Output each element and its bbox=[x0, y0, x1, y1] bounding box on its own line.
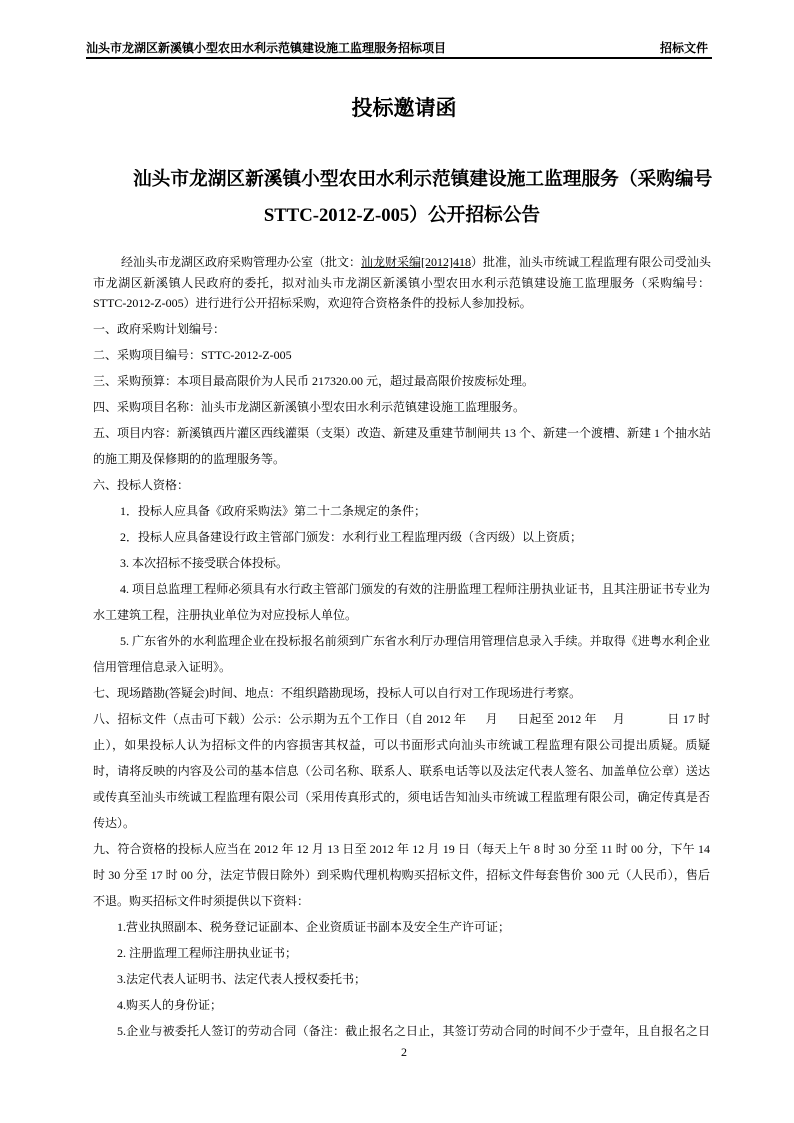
list-item: 5. 广东省外的水利监理企业在投标报名前须到广东省水利厅办理信用管理信息录入手续。并取得《进粤水利企业 bbox=[120, 634, 710, 648]
section-site-visit bbox=[93, 680, 710, 706]
section-line: 止），如果投标人认为招标文件的内容损害其权益，可以书面形式向汕头市统诚工程监理有限公司提出质疑。质疑 bbox=[93, 738, 710, 752]
section-tender-document-notice bbox=[93, 706, 710, 836]
header-project-name: 汕头市龙湖区新溪镇小型农田水利示范镇建设施工监理服务招标项目 bbox=[86, 41, 447, 55]
intro-line-2: 市龙湖区新溪镇人民政府的委托，拟对汕头市龙湖区新溪镇小型农田水利示范镇建设施工监理服务（采购编号： bbox=[93, 275, 710, 290]
list-item: 3. 本次招标不接受联合体投标。 bbox=[120, 556, 289, 570]
header-doc-type: 招标文件 bbox=[659, 41, 708, 55]
announcement-title-line-2: STTC-2012-Z-005）公开招标公告 bbox=[263, 205, 541, 226]
list-item-continuation: 信用管理信息录入证明》。 bbox=[93, 660, 232, 674]
section-budget bbox=[93, 368, 710, 394]
intro-line-1 bbox=[93, 252, 710, 273]
section-line: 时 30 分至 17 时 00 分，法定节假日除外）到采购代理机构购买招标文件，招标文件每套售价 300 元（人民币），售后 bbox=[93, 868, 710, 882]
section-bidder-qualifications bbox=[93, 472, 710, 680]
section-line: 四、采购项目名称：汕头市龙湖区新溪镇小型农田水利示范镇建设施工监理服务。 bbox=[93, 400, 526, 414]
section-line: 不退。购买招标文件时须提供以下资料： bbox=[93, 894, 310, 908]
list-item: 1.营业执照副本、税务登记证副本、企业资质证书副本及安全生产许可证； bbox=[117, 920, 511, 934]
section-line: 三、采购预算：本项目最高限价为人民币 217320.00 元，超过最高限价按废标处理。 bbox=[93, 374, 535, 388]
list-item: 4. 项目总监理工程师必须具有水行政主管部门颁发的有效的注册监理工程师注册执业证书，且其注册证书专业为 bbox=[120, 582, 710, 596]
section-line: 八、招标文件（点击可下载）公示：公示期为五个工作日（自 2012 年 月 日起至 2012 年 月 日 17 时 bbox=[93, 712, 710, 726]
section-project-no bbox=[93, 342, 710, 368]
intro-text: ）批准，汕头市统诚工程监理有限公司受汕头 bbox=[471, 255, 712, 269]
approval-number-link[interactable]: 汕龙财采编[2012]418 bbox=[361, 255, 472, 269]
list-item: 1．投标人应具备《政府采购法》第二十二条规定的条件； bbox=[120, 504, 427, 518]
header-rule bbox=[86, 57, 712, 59]
section-line: 七、现场踏勘(答疑会)时间、地点：不组织踏勘现场，投标人可以自行对工作现场进行考察。 bbox=[93, 686, 581, 700]
tender-sections bbox=[93, 316, 710, 1044]
section-project-content bbox=[93, 420, 710, 472]
document-title: 投标邀请函 bbox=[351, 96, 457, 120]
section-line: 或传真至汕头市统诚工程监理有限公司（采用传真形式的，须电话告知汕头市统诚工程监理有限公司，确定传真是否 bbox=[93, 790, 710, 804]
list-item-continuation: 水工建筑工程，注册执业单位为对应投标人单位。 bbox=[93, 608, 358, 622]
intro-text: 经汕头市龙湖区政府采购管理办公室（批文： bbox=[121, 255, 362, 269]
section-heading: 六、投标人资格： bbox=[93, 478, 190, 492]
list-item: 3.法定代表人证明书、法定代表人授权委托书； bbox=[117, 972, 367, 986]
list-item: 4.购买人的身份证； bbox=[117, 998, 223, 1012]
section-line: 二、采购项目编号：STTC-2012-Z-005 bbox=[93, 348, 292, 362]
page-number: 2 bbox=[401, 1045, 407, 1059]
list-item: 5.企业与被委托人签订的劳动合同（备注：截止报名之日止，其签订劳动合同的时间不少于壹年，且自报名之日 bbox=[117, 1024, 710, 1038]
list-item: 2．投标人应具备建设行政主管部门颁发：水利行业工程监理丙级（含丙级）以上资质； bbox=[120, 530, 583, 544]
intro-line-3: STTC-2012-Z-005）进行进行公开招标采购，欢迎符合资格条件的投标人参加投标。 bbox=[93, 296, 532, 310]
section-line: 五、项目内容：新溪镇西片灌区西线灌渠（支渠）改造、新建及重建节制闸共 13 个、新建一个渡槽、新建 1 个抽水站 bbox=[93, 426, 712, 440]
list-item: 2. 注册监理工程师注册执业证书； bbox=[117, 946, 298, 960]
section-line: 一、政府采购计划编号： bbox=[93, 322, 226, 336]
page-header bbox=[86, 40, 708, 56]
section-project-name bbox=[93, 394, 710, 420]
section-line: 时，请将反映的内容及公司的基本信息（公司名称、联系人、联系电话等以及法定代表人签名、加盖单位公章）送达 bbox=[93, 764, 710, 778]
intro-paragraph bbox=[93, 252, 710, 314]
section-procurement-plan-no bbox=[93, 316, 710, 342]
section-line: 的施工期及保修期的的监理服务等。 bbox=[93, 452, 286, 466]
section-line: 传达）。 bbox=[93, 816, 136, 830]
section-line: 九、符合资格的投标人应当在 2012 年 12 月 13 日至 2012 年 12 月 19 日（每天上午 8 时 30 分至 11 时 00 分，下午 14 bbox=[93, 842, 710, 856]
section-purchase-documents bbox=[93, 836, 710, 1044]
announcement-title-line-1: 汕头市龙湖区新溪镇小型农田水利示范镇建设施工监理服务（采购编号 bbox=[133, 169, 713, 190]
